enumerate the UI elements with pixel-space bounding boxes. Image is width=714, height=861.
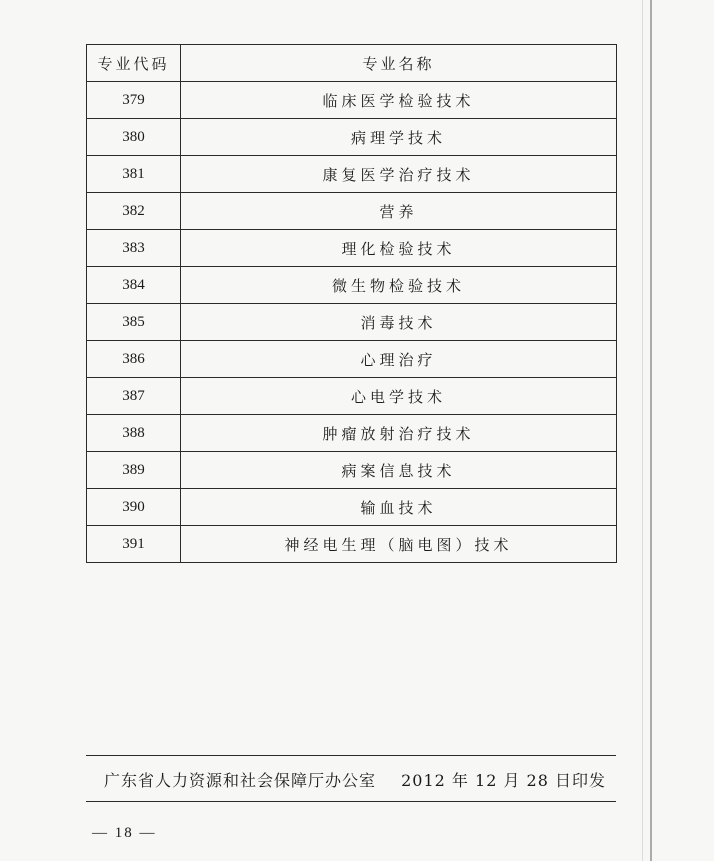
table-row — [87, 267, 617, 304]
major-code: 386 — [87, 341, 181, 378]
major-name: 消毒技术 — [181, 304, 617, 341]
major-code: 389 — [87, 452, 181, 489]
table-row — [87, 119, 617, 156]
major-name: 肿瘤放射治疗技术 — [181, 415, 617, 452]
table-row — [87, 452, 617, 489]
major-code: 388 — [87, 415, 181, 452]
major-name: 病案信息技术 — [181, 452, 617, 489]
issue-date: 2012 年 12 月 28 日印发 — [401, 770, 606, 790]
major-name: 营养 — [181, 193, 617, 230]
issuance-line — [86, 766, 616, 792]
major-code: 379 — [87, 82, 181, 119]
major-name: 病理学技术 — [181, 119, 617, 156]
issuing-office: 广东省人力资源和社会保障厅办公室 — [104, 770, 377, 790]
major-code: 385 — [87, 304, 181, 341]
footer-rule-bottom — [86, 801, 616, 802]
page-edge-shadow — [642, 0, 643, 861]
major-name: 理化检验技术 — [181, 230, 617, 267]
page-edge — [650, 0, 652, 861]
major-name: 心电学技术 — [181, 378, 617, 415]
major-name: 微生物检验技术 — [181, 267, 617, 304]
table-row — [87, 378, 617, 415]
major-name: 临床医学检验技术 — [181, 82, 617, 119]
page-number: — 18 — — [92, 825, 157, 841]
table-row — [87, 193, 617, 230]
major-code: 384 — [87, 267, 181, 304]
table-row — [87, 82, 617, 119]
footer-rule-top — [86, 755, 616, 756]
major-name: 输血技术 — [181, 489, 617, 526]
table-header-row — [87, 45, 617, 82]
table-row — [87, 415, 617, 452]
majors-table — [86, 44, 617, 563]
major-code: 390 — [87, 489, 181, 526]
major-code: 382 — [87, 193, 181, 230]
major-name: 心理治疗 — [181, 341, 617, 378]
major-code: 387 — [87, 378, 181, 415]
table-row — [87, 526, 617, 563]
header-code: 专业代码 — [87, 45, 181, 82]
major-name: 神经电生理（脑电图）技术 — [181, 526, 617, 563]
table-row — [87, 489, 617, 526]
header-name: 专业名称 — [181, 45, 617, 82]
major-code: 383 — [87, 230, 181, 267]
major-name: 康复医学治疗技术 — [181, 156, 617, 193]
major-code: 380 — [87, 119, 181, 156]
table-row — [87, 304, 617, 341]
major-code: 381 — [87, 156, 181, 193]
table-row — [87, 230, 617, 267]
major-code: 391 — [87, 526, 181, 563]
table-row — [87, 341, 617, 378]
table-row — [87, 156, 617, 193]
